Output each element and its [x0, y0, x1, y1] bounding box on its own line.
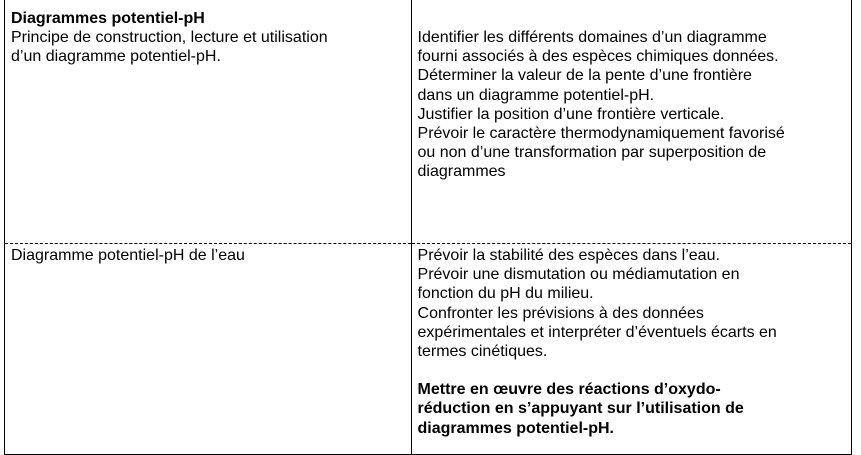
capacity-line: expérimentales et interpréter d’éventuels écarts en [417, 323, 777, 341]
capacity-line: Prévoir une dismutation ou médiamutation en [417, 266, 740, 284]
capacities-cell [411, 0, 851, 244]
content-line: Principe de construction, lecture et utilisation [11, 29, 328, 47]
section-heading: Diagrammes potentiel-pH [11, 10, 205, 27]
bold-capacity-line: diagrammes potentiel-pH. [417, 419, 614, 437]
table-row [5, 0, 852, 244]
capacity-line: Prévoir la stabilité des espèces dans l’eau. [417, 247, 720, 264]
capacity-line: dans un diagramme potentiel-pH. [417, 86, 655, 104]
program-table [4, 0, 852, 455]
table-row [5, 244, 852, 455]
capacities-cell [411, 244, 851, 455]
content-line: d’un diagramme potentiel-pH. [11, 48, 221, 66]
content-cell [5, 244, 412, 455]
bold-capacity [418, 380, 845, 438]
bold-capacity-line: réduction en s’appuyant sur l’utilisation de [417, 400, 744, 418]
capacity-line: Prévoir le caractère thermodynamiquement favorisé [417, 125, 785, 143]
capacity-line: termes cinétiques. [417, 343, 548, 361]
bold-capacity-line: Mettre en œuvre des réactions d’oxydo- [417, 381, 721, 399]
content-cell [5, 0, 412, 244]
capacity-line: Identifier les différents domaines d’un diagramme [417, 29, 767, 46]
capacity-line: fonction du pH du milieu. [417, 285, 594, 303]
capacity-line: fourni associés à des espèces chimiques données. [417, 48, 779, 66]
capacity-line: Confronter les prévisions à des données [417, 304, 704, 322]
capacity-line: diagrammes [417, 163, 506, 181]
capacity-line: Déterminer la valeur de la pente d’une frontière [417, 67, 752, 85]
capacity-line: Justifier la position d’une frontière verticale. [417, 105, 725, 123]
capacity-line: ou non d’une transformation par superposition de [417, 144, 767, 162]
content-line: Diagramme potentiel-pH de l’eau [11, 247, 245, 264]
